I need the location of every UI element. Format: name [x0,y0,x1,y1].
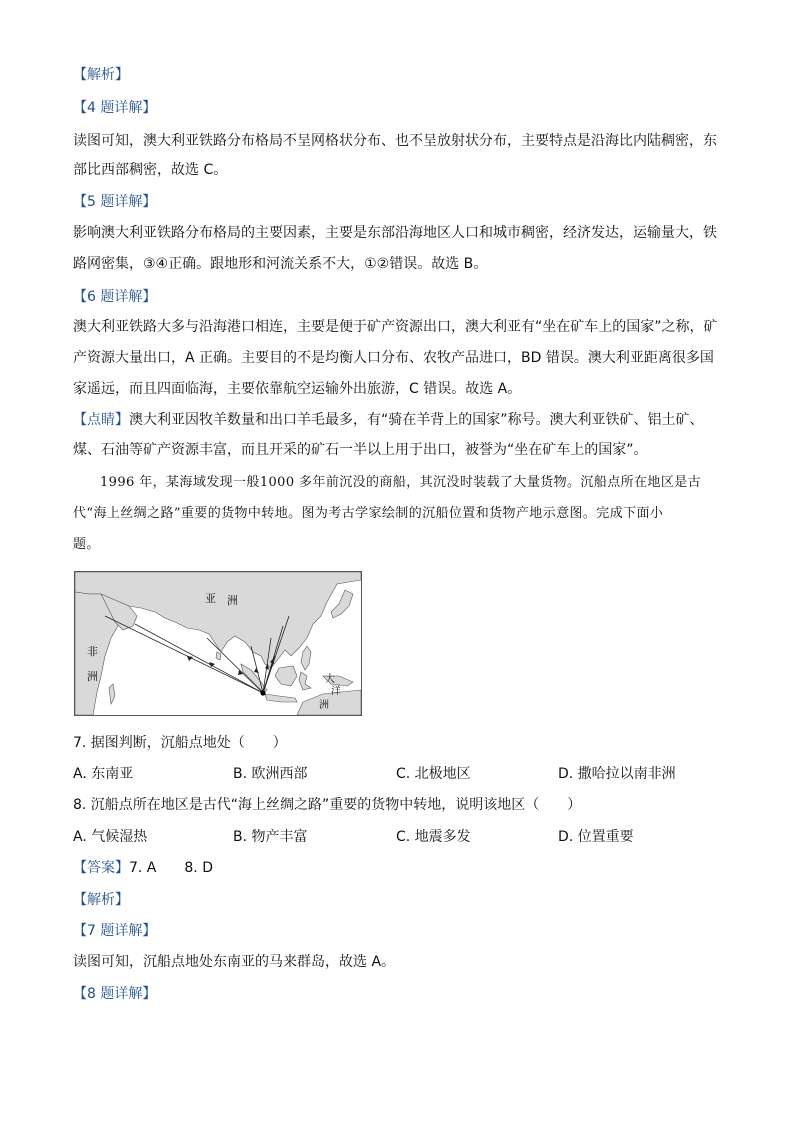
label-asia-1: 亚 [205,592,216,605]
shipwreck-point [260,690,265,695]
passage-line: 题。 [73,537,100,552]
passage-line: 代“海上丝绸之路”重要的货物中转地。图为考古学家绘制的沉船位置和货物产地示意图。完成下面小 [73,506,664,521]
q7-heading: 【7 题详解】 [73,923,157,939]
q4-heading: 【4 题详解】 [73,100,157,116]
label-asia-2: 洲 [227,594,238,607]
label-oceania-2: 洋 [331,686,341,697]
q6-text-line: 家遥远，而且四面临海，主要依靠航空运输外出旅游，C 错误。故选 A。 [73,381,522,397]
passage-line: 1996 年，某海域发现一般1000 多年前沉没的商船，其沉没时装载了大量货物。沉船点所在地区是古 [100,475,702,490]
q5-text-line: 影响澳大利亚铁路分布格局的主要因素，主要是东部沿海地区人口和城市稠密，经济发达，运输量大，铁 [73,225,717,241]
q8-heading: 【8 题详解】 [73,986,157,1002]
q8-stem: 8. 沉船点所在地区是古代“海上丝绸之路”重要的货物中转地，说明该地区（ ） [73,797,582,813]
q5-heading: 【5 题详解】 [73,194,157,210]
answer-line [73,859,213,877]
tip-text: 澳大利亚因牧羊数量和出口羊毛最多，有“骑在羊背上的国家”称号。澳大利亚铁矿、铝土矿、 [129,412,704,428]
label-oceania-3: 洲 [319,700,329,711]
q6-text-line: 产资源大量出口，A 正确。主要目的不是均衡人口分布、农牧产品进口，BD 错误。澳大利亚距离很多国 [73,350,714,366]
q7-option-a: A. 东南亚 [73,766,134,782]
q7-option-d: D. 撒哈拉以南非洲 [558,766,676,782]
answer-heading: 【答案】 [73,860,129,876]
q4-text-line: 读图可知，澳大利亚铁路分布格局不呈网格状分布、也不呈放射状分布，主要特点是沿海比内陆稠密，东 [73,133,717,149]
analysis-heading-2: 【解析】 [73,892,129,908]
q7-explanation: 读图可知，沉船点地处东南亚的马来群岛，故选 A。 [73,954,396,970]
shipwreck-map [74,571,362,716]
analysis-heading: 【解析】 [73,67,129,83]
q4-text-line: 部比西部稠密，故选 C。 [73,162,228,178]
answer-text: 7. A 8. D [129,860,213,876]
q5-text-line: 路网密集，③④正确。跟地形和河流关系不大，①②错误。故选 B。 [73,256,488,272]
label-africa-2: 洲 [87,670,98,683]
tip-heading: 【点睛】 [73,412,129,428]
q7-option-b: B. 欧洲西部 [233,766,308,782]
q8-option-b: B. 物产丰富 [233,829,308,845]
q6-text-line: 澳大利亚铁路大多与沿海港口相连，主要是便于矿产资源出口，澳大利亚有“坐在矿车上的国家”之称，矿 [73,319,718,335]
q7-stem: 7. 据图判断，沉船点地处（ ） [73,735,287,751]
q8-option-a: A. 气候湿热 [73,829,148,845]
label-oceania-1: 大 [325,674,335,685]
label-africa-1: 非 [87,645,98,658]
q7-option-c: C. 北极地区 [396,766,471,782]
q8-option-d: D. 位置重要 [558,829,634,845]
q6-heading: 【6 题详解】 [73,289,157,305]
tip-text-line: 煤、石油等矿产资源丰富，而且开采的矿石一半以上用于出口，被誉为“坐在矿车上的国家”。 [73,442,648,458]
tip-line [73,411,704,429]
q8-option-c: C. 地震多发 [396,829,471,845]
